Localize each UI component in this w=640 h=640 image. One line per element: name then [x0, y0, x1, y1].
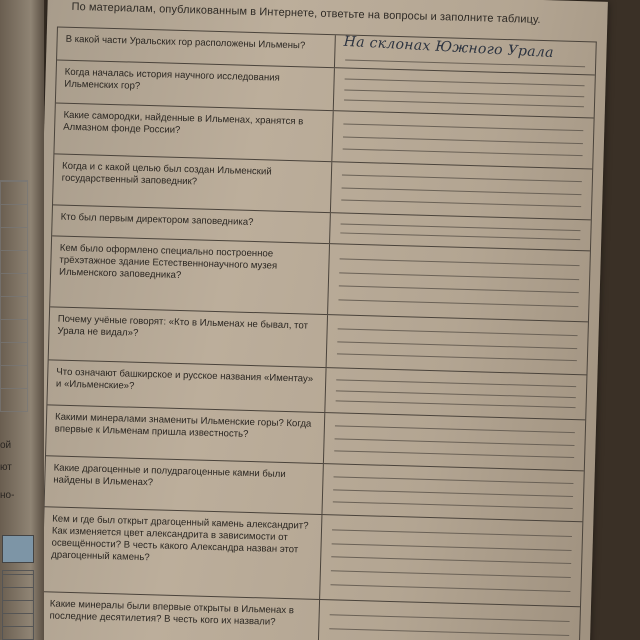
answer-line [342, 187, 582, 195]
answer-line [330, 584, 570, 592]
answer-line [340, 233, 580, 241]
facing-page-table [0, 180, 28, 412]
answer-line [337, 341, 577, 349]
answer-line [340, 258, 580, 266]
question-cell: Кем и где был открыт драгоценный камень александрит? Как изменяется цвет александрита в зависимости от освещённости? В честь какого Александра назван этот драгоценный камень? [44, 507, 322, 599]
answer-line [335, 426, 575, 434]
answer-cell[interactable] [327, 315, 588, 374]
question-cell: Когда началась история научного исследования Ильменских гор? [56, 60, 335, 110]
question-cell: Кем было оформлено специально построенное трёхэтажное здание Естественнонаучного музея Ильменского заповедника? [50, 236, 330, 314]
answer-cell[interactable] [334, 68, 595, 117]
answer-cell[interactable] [328, 244, 590, 321]
facing-page-fragment: ой [0, 440, 12, 451]
question-table [44, 26, 597, 640]
answer-line [335, 438, 575, 446]
question-cell: Кто был первым директором заповедника? [52, 205, 331, 243]
answer-line [338, 328, 578, 336]
question-cell: Какие минералы были впервые открыты в Ильменах в последние десятилетия? В честь кого их назвали? [44, 592, 320, 640]
answer-line [336, 390, 576, 398]
facing-page-fragment: ют [0, 462, 12, 473]
question-cell: Какие драгоценные и полудрагоценные камни были найдены в Ильменах? [45, 456, 324, 514]
answer-line [341, 223, 581, 231]
question-cell: Что означают башкирское и русское названия «Иментау» и «Ильменские»? [47, 360, 326, 412]
facing-page-blue-cell [2, 535, 34, 563]
answer-line [329, 628, 569, 636]
question-cell: Почему учёные говорят: «Кто в Ильменах не бывал, тот Урала не видал»? [49, 307, 328, 367]
question-cell: Какими минералами знамениты Ильменские горы? Когда впервые к Ильменам пришла известность? [46, 405, 325, 463]
answer-line [330, 614, 570, 622]
answer-cell[interactable] [324, 413, 585, 470]
question-cell: Какие самородки, найденные в Ильменах, хранятся в Алмазном фонде России? [54, 103, 333, 161]
handwritten-answer: На склонах Южного Урала [343, 33, 555, 62]
answer-line [344, 99, 584, 107]
answer-line [332, 529, 572, 537]
answer-cell[interactable] [331, 162, 592, 219]
answer-line [344, 89, 584, 97]
answer-line [338, 300, 578, 308]
workbook-page [44, 0, 608, 640]
facing-page-grid [2, 570, 34, 640]
question-cell: В какой части Уральских гор расположены Ильмены? [57, 27, 336, 67]
facing-page-fragment: но- [0, 490, 15, 501]
answer-cell[interactable] [320, 515, 582, 606]
answer-cell[interactable] [332, 111, 593, 168]
facing-page-edge [0, 0, 44, 640]
answer-line [333, 477, 573, 485]
answer-line [336, 379, 576, 387]
answer-line [333, 501, 573, 509]
question-cell: Когда и с какой целью был создан Ильменский государственный заповедник? [53, 154, 332, 212]
answer-cell[interactable] [325, 368, 586, 419]
answer-line [339, 272, 579, 280]
answer-line [345, 79, 585, 87]
answer-line [339, 286, 579, 294]
answer-line [331, 557, 571, 565]
task-heading: По материалам, опубликованным в Интернете, ответьте на вопросы и заполните таблицу. [71, 0, 541, 26]
answer-line [342, 175, 582, 183]
answer-line [341, 199, 581, 207]
answer-cell[interactable] [322, 464, 583, 521]
answer-line [332, 543, 572, 551]
answer-line [334, 450, 574, 458]
answer-line [343, 124, 583, 132]
answer-line [331, 571, 571, 579]
answer-line [336, 401, 576, 409]
answer-cell[interactable] [319, 600, 580, 640]
workbook-page-wrap [44, 0, 640, 640]
answer-line [333, 489, 573, 497]
table-row [44, 507, 582, 607]
answer-line [337, 354, 577, 362]
answer-line [343, 148, 583, 156]
answer-line [343, 136, 583, 144]
